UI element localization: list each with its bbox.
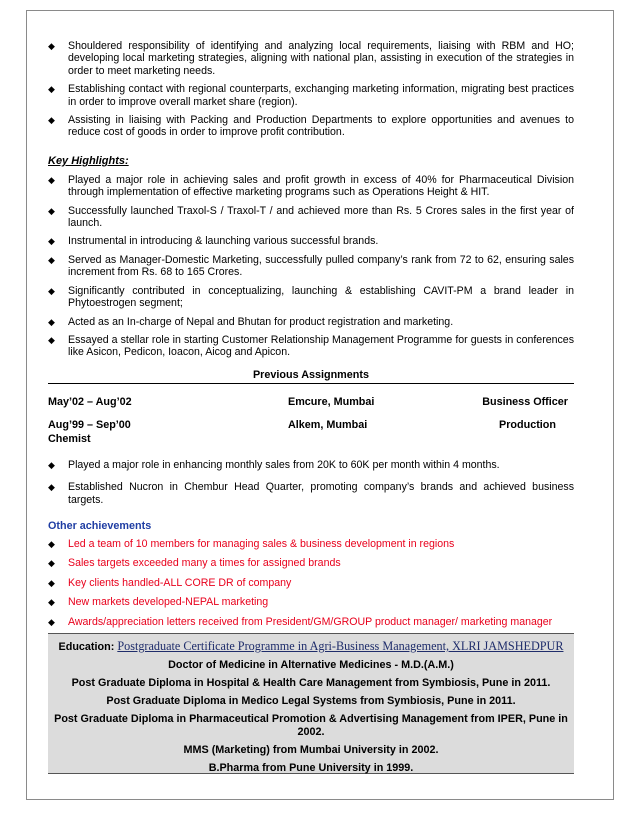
bullet-icon: ◆ [48,174,55,185]
assignment-period: May’02 – Aug’02 [48,395,132,408]
education-program: Postgraduate Certificate Programme in Agri-Business Management, XLRI JAMSHEDPUR [117,639,564,653]
bullet-icon: ◆ [48,482,55,493]
resume-body [48,40,574,635]
assignment-row [48,396,574,410]
education-section [48,633,574,774]
education-line: Doctor of Medicine in Alternative Medicines - M.D.(A.M.) [168,659,454,671]
list-item: ◆ Played a major role in enhancing monthly sales from 20K to 60K per month within 4 months. [48,458,500,471]
list-item: ◆ Established Nucron in Chembur Head Quarter, promoting company’s brands and achieved business targets. [48,481,574,506]
bullet-icon: ◆ [48,254,55,265]
education-line: Post Graduate Diploma in Pharmaceutical Promotion & Advertising Management from IPER, Pune in 2002. [54,713,568,738]
assignment-period: Aug’99 – Sep’00 [48,418,131,431]
list-item: ◆ Essayed a stellar role in starting Customer Relationship Management Programme for guests in conferences like Asicon, Pedicon, Ioacon, Aicog and Apicon. [48,333,574,359]
bullet-icon: ◆ [48,538,55,549]
list-item: ◆ New markets developed-NEPAL marketing [48,596,269,609]
bullet-icon: ◆ [48,558,55,569]
other-achievements-heading: Other achievements [48,519,152,532]
bullet-icon: ◆ [48,459,55,470]
bullet-icon: ◆ [48,236,55,247]
list-item: ◆ Sales targets exceeded many a times for assigned brands [48,557,341,570]
list-item: ◆ Successfully launched Traxol-S / Traxol-T / and achieved more than Rs. 5 Crores sales in the first year of launch. [48,204,574,230]
education-line: B.Pharma from Pune University in 1999. [208,762,414,774]
education-label: Education [58,641,111,653]
list-item: ◆ Led a team of 10 members for managing sales & business development in regions [48,537,455,550]
list-item: ◆ Shouldered responsibility of identifying and analyzing local requirements, liaising with RBM and HO; developing local marketing strategies, aligning with national plan, assisting in execution of the strategies in order to meet marketing needs. [48,40,574,77]
list-item: ◆ Key clients handled-ALL CORE DR of company [48,576,292,589]
assignment-role: Business Officer [482,395,568,408]
bullet-icon: ◆ [48,285,55,296]
list-item: ◆ Acted as an In-charge of Nepal and Bhutan for product registration and marketing. [48,315,454,328]
list-item: ◆ Played a major role in achieving sales and profit growth in excess of 40% for Pharmaceutical Division through implementation of effective marketing programs such as Operations Height & HIT. [48,173,574,199]
bullet-icon: ◆ [48,616,55,627]
bullet-icon: ◆ [48,115,55,126]
assignment-role: Production [499,418,556,431]
previous-assignments-heading: Previous Assignments [48,369,574,384]
bullet-icon: ◆ [48,334,55,345]
education-line: Education: Postgraduate Certificate Programme in Agri-Business Management, XLRI JAMSHEDPUR [58,639,564,653]
assignment-row [48,419,574,433]
assignment-company: Emcure, Mumbai [288,395,375,408]
education-line: Post Graduate Diploma in Hospital & Health Care Management from Symbiosis, Pune in 2011. [71,677,551,689]
bullet-icon: ◆ [48,41,55,51]
education-line: MMS (Marketing) from Mumbai University in 2002. [183,744,439,756]
list-item: ◆ Awards/appreciation letters received from President/GM/GROUP product manager/ marketing manager [48,615,553,628]
bullet-icon: ◆ [48,316,55,327]
assignment-role-continued: Chemist [48,432,91,445]
bullet-icon: ◆ [48,577,55,588]
list-item: ◆ Assisting in liaising with Packing and Production Departments to explore opportunities and avenues to reduce cost of goods in order to improve profit contribution. [48,114,574,139]
bullet-icon: ◆ [48,597,55,608]
list-item: ◆ Establishing contact with regional counterparts, exchanging marketing information, migrating best practices in order to improve overall market share (region). [48,83,574,108]
education-line: Post Graduate Diploma in Medico Legal Systems from Symbiosis, Pune in 2011. [106,695,516,707]
list-item: ◆ Instrumental in introducing & launching various successful brands. [48,235,379,248]
key-highlights-heading: Key Highlights: [48,154,129,167]
bullet-icon: ◆ [48,205,55,216]
list-item: ◆ Served as Manager-Domestic Marketing, successfully pulled company’s rank from 72 to 62, ensuring sales increment from Rs. 68 to 165 Crores. [48,253,574,279]
assignment-company: Alkem, Mumbai [288,418,368,431]
bullet-icon: ◆ [48,84,55,95]
list-item: ◆ Significantly contributed in conceptualizing, launching & establishing CAVIT-PM a brand leader in Phytoestrogen segment; [48,284,574,310]
